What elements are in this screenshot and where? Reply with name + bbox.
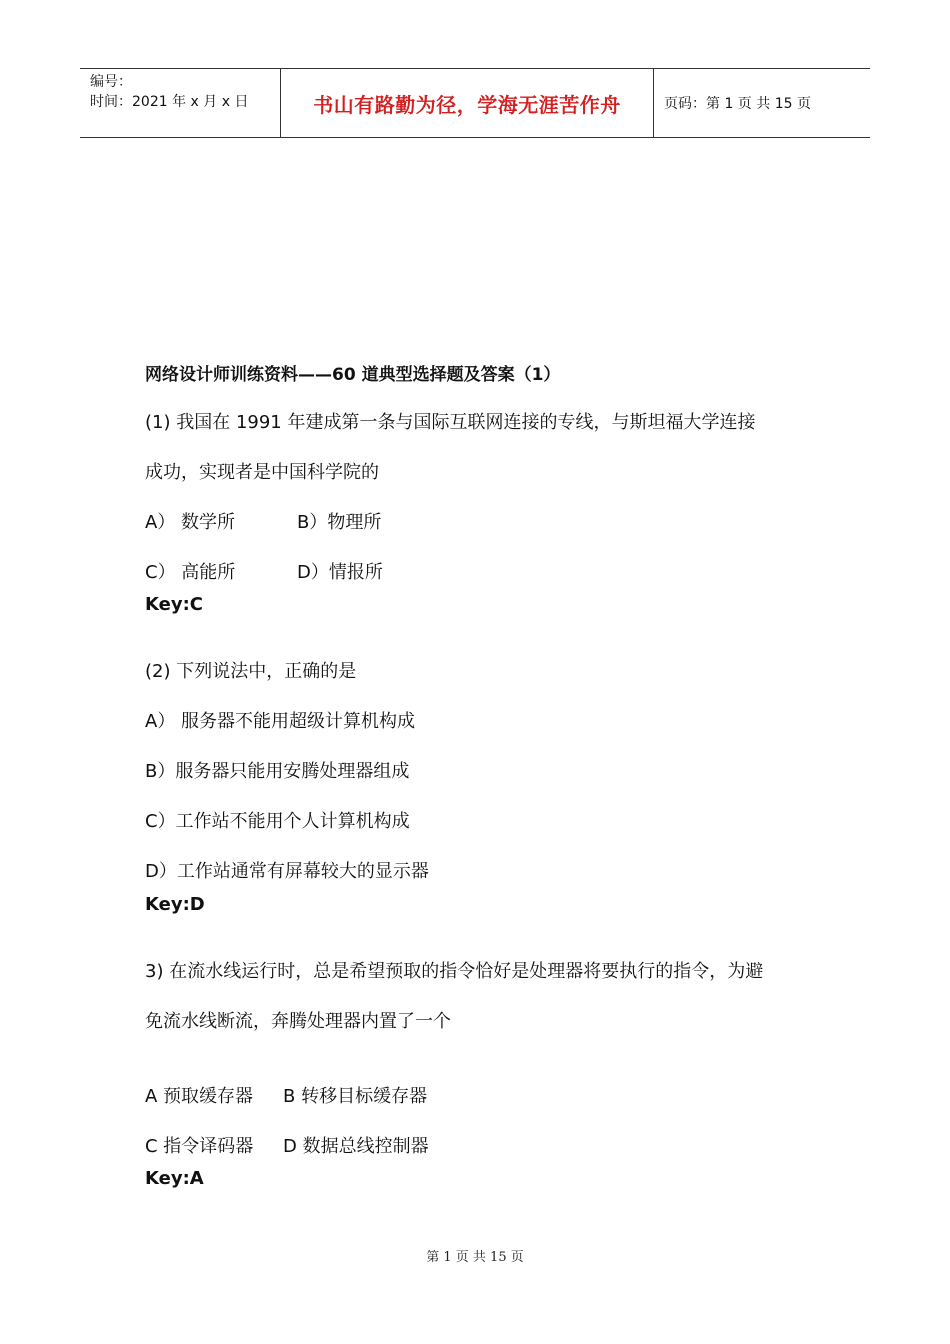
question-3-options-row1 [145, 1082, 545, 1108]
question-1-stem-line2: 成功，实现者是中国科学院的 [145, 462, 379, 483]
page-footer: 第 1 页 共 15 页 [426, 1250, 524, 1265]
option-d: D）情报所 [297, 562, 383, 583]
question-1-key: Key:C [145, 594, 203, 615]
question-1-options-row1 [145, 508, 545, 534]
page-info: 页码：第 1 页 共 15 页 [664, 96, 811, 112]
option-b: B）物理所 [297, 512, 382, 533]
page-header [80, 68, 870, 138]
question-3-options-row2 [145, 1132, 545, 1158]
question-2-stem-line1: (2) 下列说法中，正确的是 [145, 661, 357, 682]
question-3-key: Key:A [145, 1168, 204, 1189]
option-a: A 预取缓存器 [145, 1086, 254, 1107]
question-2-key: Key:D [145, 894, 205, 915]
header-motto-cell [281, 69, 654, 137]
question-2-option-c: C）工作站不能用个人计算机构成 [145, 811, 410, 832]
question-2-option-d: D）工作站通常有屏幕较大的显示器 [145, 861, 429, 882]
question-2-option-a: A） 服务器不能用超级计算机构成 [145, 711, 416, 732]
code-label: 编号： [90, 74, 132, 90]
option-a: A） 数学所 [145, 512, 236, 533]
question-2-option-b: B）服务器只能用安腾处理器组成 [145, 761, 410, 782]
question-1-stem-line1: (1) 我国在 1991 年建成第一条与国际互联网连接的专线，与斯坦福大学连接 [145, 412, 756, 433]
option-c: C 指令译码器 [145, 1136, 254, 1157]
document-title: 网络设计师训练资料——60 道典型选择题及答案（1） [145, 365, 561, 385]
option-b: B 转移目标缓存器 [283, 1086, 428, 1107]
header-meta-cell [80, 69, 281, 137]
header-page-cell [654, 69, 870, 137]
option-c: C） 高能所 [145, 562, 236, 583]
time-label: 时间：2021 年 x 月 x 日 [90, 94, 249, 110]
motto: 书山有路勤为径，学海无涯苦作舟 [313, 93, 621, 117]
question-3-stem-line1: 3) 在流水线运行时，总是希望预取的指令恰好是处理器将要执行的指令，为避 [145, 961, 764, 982]
question-1-options-row2 [145, 558, 545, 584]
question-3-stem-line2: 免流水线断流，奔腾处理器内置了一个 [145, 1011, 451, 1032]
option-d: D 数据总线控制器 [283, 1136, 429, 1157]
